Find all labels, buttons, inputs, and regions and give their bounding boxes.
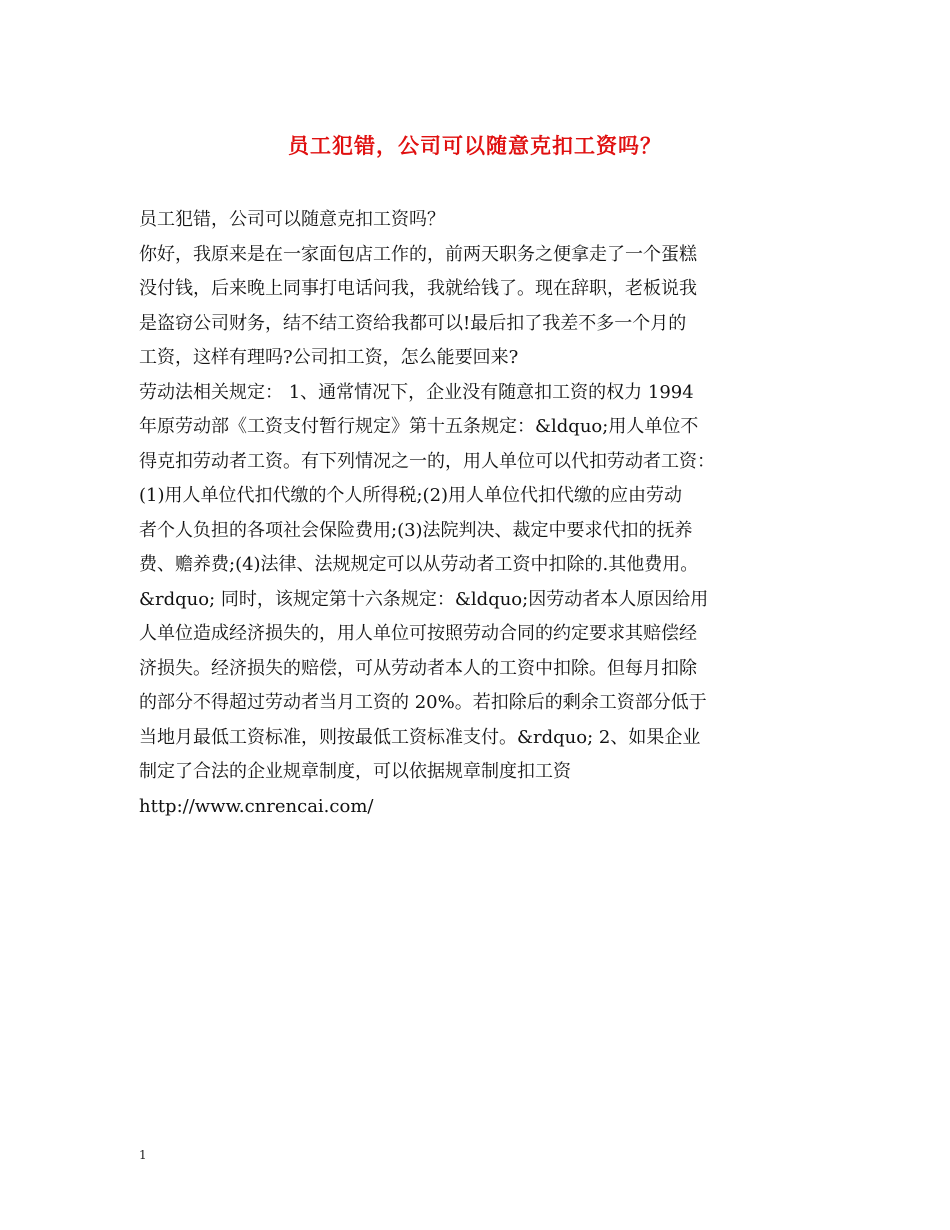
page-number: 1 — [139, 1148, 147, 1162]
source-url: http://www.cnrencai.com/ — [139, 795, 374, 817]
body-line: 得克扣劳动者工资。有下列情况之一的，用人单位可以代扣劳动者工资： — [139, 450, 715, 472]
body-line: &rdquo; 同时，该规定第十六条规定：&ldquo;因劳动者本人原因给用 — [139, 588, 709, 610]
body-line: 者个人负担的各项社会保险费用;(3)法院判决、裁定中要求代扣的抚养 — [139, 519, 693, 541]
document-body — [139, 203, 829, 824]
body-line: (1)用人单位代扣代缴的个人所得税;(2)用人单位代扣代缴的应由劳动 — [139, 485, 683, 506]
body-line: 员工犯错，公司可以随意克扣工资吗？ — [139, 209, 445, 230]
body-line: 年原劳动部《工资支付暂行规定》第十五条规定：&ldquo;用人单位不 — [139, 416, 699, 437]
body-line: 的部分不得超过劳动者当月工资的 20%。若扣除后的剩余工资部分低于 — [139, 692, 707, 713]
body-line: 当地月最低工资标准，则按最低工资标准支付。&rdquo; 2、如果企业 — [139, 726, 701, 748]
body-line: 劳动法相关规定： 1、通常情况下，企业没有随意扣工资的权力 1994 — [139, 381, 694, 403]
document-title: 员工犯错，公司可以随意克扣工资吗？ — [288, 133, 662, 158]
body-line: 没付钱，后来晚上同事打电话问我，我就给钱了。现在辞职，老板说我 — [139, 278, 697, 299]
body-line: 济损失。经济损失的赔偿，可从劳动者本人的工资中扣除。但每月扣除 — [139, 657, 697, 679]
body-line: 制定了合法的企业规章制度，可以依据规章制度扣工资 — [139, 761, 571, 782]
body-line: 人单位造成经济损失的，用人单位可按照劳动合同的约定要求其赔偿经 — [139, 623, 697, 644]
body-line: 费、赡养费;(4)法律、法规规定可以从劳动者工资中扣除的.其他费用。 — [139, 554, 699, 575]
body-line: 你好，我原来是在一家面包店工作的，前两天职务之便拿走了一个蛋糕 — [139, 243, 697, 265]
body-line: 是盗窃公司财务，结不结工资给我都可以!最后扣了我差不多一个月的 — [139, 312, 687, 334]
body-line: 工资，这样有理吗?公司扣工资，怎么能要回来? — [139, 347, 519, 368]
